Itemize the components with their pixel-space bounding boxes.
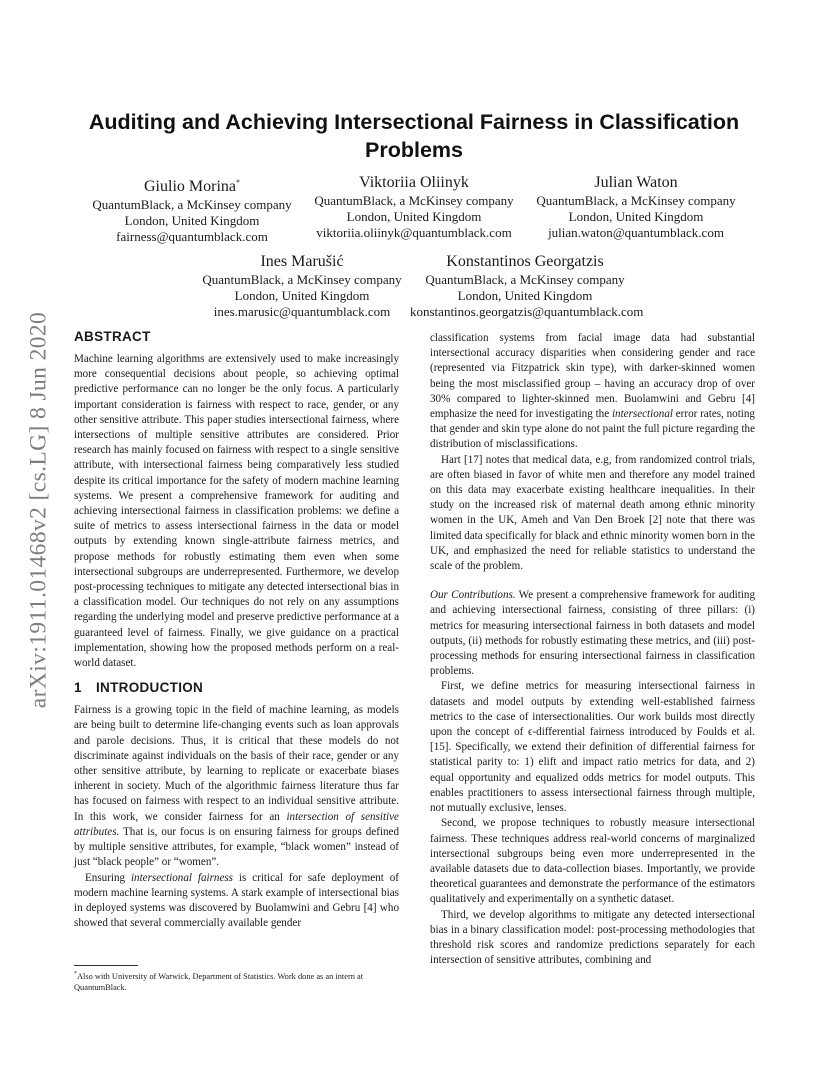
section-number: 1 xyxy=(74,680,82,696)
arxiv-identifier xyxy=(16,295,62,725)
author-block-3 xyxy=(521,173,751,241)
author-affiliation: QuantumBlack, a McKinsey company xyxy=(202,272,402,287)
author-name: Giulio Morina xyxy=(144,178,236,195)
author-block-5 xyxy=(410,252,644,320)
author-affiliation: QuantumBlack, a McKinsey company xyxy=(92,197,292,212)
author-affiliation: QuantumBlack, a McKinsey company xyxy=(314,193,514,208)
footnote-divider xyxy=(74,965,138,966)
author-location: London, United Kingdom xyxy=(234,288,370,303)
author-location: London, United Kingdom xyxy=(568,209,704,224)
body-paragraph: classification systems from facial image data had substantial intersectional accuracy disparities when considering gender and race (represented via Fitzpatrick skin type), with darker-skinned women being the most misclassified group – having an accuracy drop of over 30% compared to lighter-skinned men. Buolamwini and Gebru [4] emphasize the need for investigating the intersectional error rates, noting that gender and skin type alone do not paint the full picture regarding the distribution of misclassifications. xyxy=(430,332,755,451)
emphasis: intersectional xyxy=(611,408,673,421)
footnote-text: Also with University of Warwick, Department of Statistics. Work done as an intern at QuantumBlack. xyxy=(74,971,364,992)
footnote-mark: * xyxy=(74,971,77,977)
author-name: Konstantinos Georgatzis xyxy=(446,253,604,270)
intro-paragraph-1: Fairness is a growing topic in the field of machine learning, as models are being built to determine life-changing events such as loan approvals and parole decisions. Thus, it is critical that these models do not discriminate against individuals on the basis of their race, gender or any other sensitive attribute, by learning to replicate or exacerbate biases inherent in society. Much of the algorithmic fairness literature thus far has focused on fairness with respect to an individual sensitive attribute. In this work, we consider fairness for an intersection of sensitive attributes. That is, our focus is on ensuring fairness for groups defined by multiple sensitive attributes, for example, “black women” instead of just “black people” or “women”. xyxy=(74,704,399,869)
section-heading-introduction xyxy=(74,679,399,697)
footnote-mark: * xyxy=(236,178,240,187)
right-column xyxy=(430,331,755,968)
section-title: INTRODUCTION xyxy=(96,680,204,696)
body-paragraph: Hart [17] notes that medical data, e.g, from randomized control trials, are often biased in favor of white men and therefore any model trained on this data may exacerbate existing healthcare inequalities. In their study on the increased risk of maternal death among ethnic minority women in the UK, Ameh and Van Den Broek [2] note that there was limited data specifically for black and ethnic minority women born in the UK, and emphasized the need for reliable statistics to understand the scale of the problem. xyxy=(430,453,756,573)
author-name: Ines Marušić xyxy=(260,253,344,270)
emphasis: intersection of sensitive attributes. xyxy=(74,810,399,838)
paper-title: Auditing and Achieving Intersectional Fairness in Classification Problems xyxy=(88,110,740,162)
intro-paragraph-2: Ensuring intersectional fairness is critical for safe deployment of modern machine learning systems. A stark example of intersectional bias in deployed systems was discovered by Buolamwini and Gebru [4] who showed that several commercially available gender xyxy=(74,871,400,930)
author-location: London, United Kingdom xyxy=(346,209,482,224)
author-name: Viktoriia Oliinyk xyxy=(359,174,469,191)
author-location: London, United Kingdom xyxy=(124,213,260,228)
author-affiliation: QuantumBlack, a McKinsey company xyxy=(536,193,736,208)
author-email: viktoriia.oliinyk@quantumblack.com xyxy=(316,225,512,240)
contributions-paragraph: Our Contributions. We present a comprehensive framework for auditing and achieving intersectional fairness, consisting of three pillars: (i) metrics for measuring intersectional fairness in both datasets and model outputs, (ii) methods for robustly estimating these metrics, and (iii) post-processing methods for ensuring intersectional fairness in classification problems. xyxy=(430,589,755,678)
arxiv-id-text: arXiv:1911.01468v2 [cs.LG] 8 Jun 2020 xyxy=(25,311,52,709)
emphasis: intersectional fairness xyxy=(130,871,234,884)
paragraph-heading: Our Contributions. xyxy=(430,589,516,602)
author-email: ines.marusic@quantumblack.com xyxy=(213,304,391,319)
author-name: Julian Waton xyxy=(594,174,678,191)
author-email: julian.waton@quantumblack.com xyxy=(548,225,724,240)
footnote xyxy=(74,969,399,993)
author-location: London, United Kingdom xyxy=(457,288,593,303)
author-block-4 xyxy=(187,252,417,320)
body-paragraph: First, we define metrics for measuring intersectional fairness in datasets and model outputs by extending well-established fairness metrics to the case of intersectionalities. Our work builds most directly upon the concept of ϵ-differential fairness introduced by Foulds et al. [15]. Specifically, we extend their definition of differential fairness for statistical parity to: 1) elift and impact ratio metrics for data, and 2) equal opportunity and equalized odds metrics for model outputs. This enables practitioners to assess intersectional fairness through multiple, not mutually exclusive, lenses. xyxy=(430,680,755,815)
author-block-2 xyxy=(299,173,529,241)
abstract-heading: ABSTRACT xyxy=(74,329,151,344)
abstract-text: Machine learning algorithms are extensively used to make increasingly more consequential decisions about people, so achieving optimal predictive performance can no longer be the only focus. A particularly important consideration is fairness with respect to race, gender, or any other sensitive attribute. This paper studies intersectional fairness, where intersections of multiple sensitive attributes are considered. Prior research has mainly focused on fairness with respect to a single sensitive attribute, with intersectional fairness being comparatively less studied despite its critical importance for the safety of modern machine learning systems. We present a comprehensive framework for auditing and achieving intersectional fairness in classification problems: we define a suite of metrics to assess intersectional fairness in the data or model outputs by extending known single-attribute fairness metrics, and propose methods for robustly estimating them even when some intersectional subgroups are underrepresented. Furthermore, we develop post-processing techniques to mitigate any detected intersectional bias in a classification model. Our techniques do not rely on any assumptions regarding the underlying model and preserve predictive performance at a guaranteed level of fairness. Finally, we give guidance on a practical implementation, showing how the proposed methods perform on a real-world dataset. xyxy=(74,353,399,670)
author-affiliation: QuantumBlack, a McKinsey company xyxy=(425,272,625,287)
author-email: konstantinos.georgatzis@quantumblack.com xyxy=(410,304,644,319)
author-email: fairness@quantumblack.com xyxy=(116,229,268,244)
body-paragraph: Third, we develop algorithms to mitigate any detected intersectional bias in a binary classification model: post-processing methodologies that threshold risk scores and randomize predictions separately for each intersection of sensitive attributes, combining and xyxy=(430,908,755,967)
body-paragraph: Second, we propose techniques to robustly measure intersectional fairness. These techniques address real-world concerns of marginalized intersectional subgroups being even more underrepresented in the available datasets due to data-collection biases. Importantly, we provide theoretical guarantees and demonstrate the performance of the estimators qualitatively and experimentally on a synthetic dataset. xyxy=(430,817,755,906)
left-column xyxy=(74,328,399,931)
author-block-1 xyxy=(77,173,307,245)
